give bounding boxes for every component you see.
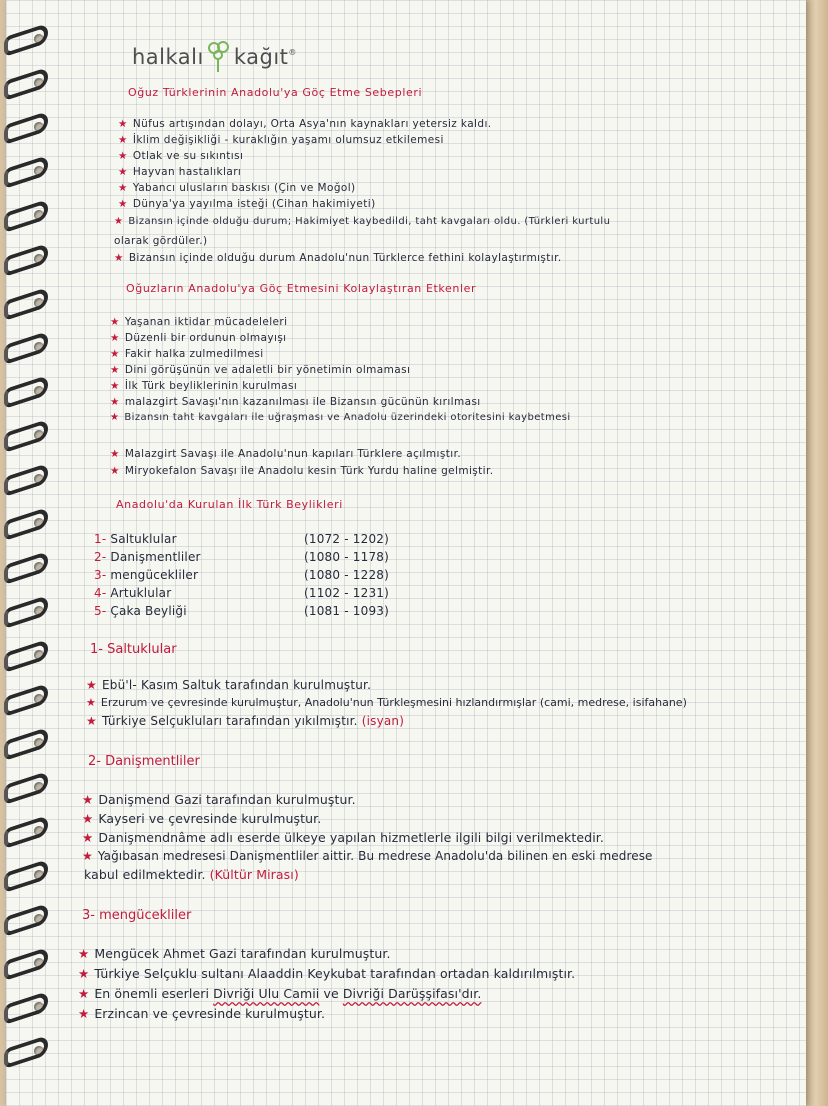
registered-mark: ® (288, 48, 297, 57)
beylik-row: 1- Saltuklular (1072 - 1202) (94, 532, 390, 546)
spiral-ring (4, 1035, 48, 1069)
list-item: ★ Ebü'l- Kasım Saltuk tarafından kurulmuştur. (86, 678, 372, 692)
spiral-ring (4, 331, 48, 365)
brand-name-left: halkalı (132, 45, 204, 69)
list-item: ★ Dini görüşünün ve adaletli bir yönetimin olmaması (110, 364, 411, 376)
brand-name-right: kağıt (233, 45, 289, 69)
list-item: ★ Türkiye Selçuklu sultanı Alaaddin Keykubat tarafından ortadan kaldırılmıştır. (78, 966, 576, 981)
list-item: ★ Nüfus artışından dolayı, Orta Asya'nın kaynakları yetersiz kaldı. (118, 118, 492, 130)
list-item: ★ Danişmend Gazi tarafından kurulmuştur. (82, 792, 356, 807)
spiral-ring (4, 595, 48, 629)
spiral-ring (4, 815, 48, 849)
list-item: ★ Yabancı ulusların baskısı (Çin ve Moğol) (118, 182, 356, 194)
list-item: ★ Malazgirt Savaşı ile Anadolu'nun kapıları Türklere açılmıştır. (110, 448, 462, 460)
spiral-ring (4, 243, 48, 277)
spiral-ring (4, 683, 48, 717)
beylik-row: 4- Artuklular (1102 - 1231) (94, 586, 390, 600)
note-line: ★ Bizansın içinde olduğu durum; Hakimiyet kaybedildi, taht kavgaları oldu. (Türkleri kurtulu (114, 216, 611, 227)
beylik-row: 3- mengücekliler (1080 - 1228) (94, 568, 390, 582)
list-item: ★ İklim değişikliği - kuraklığın yaşamı olumsuz etkilemesi (118, 134, 444, 146)
list-item: ★ Düzenli bir ordunun olmayışı (110, 332, 287, 344)
spiral-binding (0, 0, 52, 1106)
list-item: ★ Otlak ve su sıkıntısı (118, 150, 244, 162)
list-item: ★ malazgirt Savaşı'nın kazanılması ile Bizansın gücünün kırılması (110, 396, 481, 408)
spiral-ring (4, 859, 48, 893)
spiral-ring (4, 111, 48, 145)
mengucekliler-title: 3- mengücekliler (82, 908, 192, 923)
spiral-ring (4, 727, 48, 761)
list-item: ★ Kayseri ve çevresinde kurulmuştur. (82, 811, 322, 826)
note-line-cont: olarak gördüler.) (114, 235, 208, 247)
beylik-row: 5- Çaka Beyliği (1081 - 1093) (94, 604, 390, 618)
spiral-ring (4, 771, 48, 805)
list-item: ★ İlk Türk beyliklerinin kurulması (110, 380, 298, 392)
spiral-ring (4, 551, 48, 585)
note-line: ★ Bizansın içinde olduğu durum Anadolu'nun Türklerce fethini kolaylaştırmıştır. (114, 252, 562, 264)
list-item: ★ Erzurum ve çevresinde kurulmuştur, Anadolu'nun Türkleşmesini hızlandırmışlar (cami, medrese, isifahane) (86, 696, 687, 709)
spiral-ring (4, 991, 48, 1025)
spiral-ring (4, 23, 48, 57)
spiral-ring (4, 67, 48, 101)
section3-title: Anadolu'da Kurulan İlk Türk Beylikleri (116, 498, 343, 511)
spiral-ring (4, 947, 48, 981)
section1-title: Oğuz Türklerinin Anadolu'ya Göç Etme Sebepleri (128, 86, 423, 99)
spiral-ring (4, 507, 48, 541)
spiral-ring (4, 463, 48, 497)
list-item: ★ Danişmendnâme adlı eserde ülkeye yapılan hizmetlerle ilgili bilgi verilmektedir. (82, 830, 604, 845)
list-item: ★ Erzincan ve çevresinde kurulmuştur. (78, 1006, 326, 1021)
section2-title: Oğuzların Anadolu'ya Göç Etmesini Kolaylaştıran Etkenler (126, 282, 477, 295)
list-item: ★ Yağıbasan medresesi Danişmentliler aittir. Bu medrese Anadolu'da bilinen en eski medrese (82, 849, 653, 863)
list-item: ★ Miryokefalon Savaşı ile Anadolu kesin Türk Yurdu haline gelmiştir. (110, 465, 494, 477)
spiral-ring (4, 287, 48, 321)
list-item: ★ Mengücek Ahmet Gazi tarafından kurulmuştur. (78, 946, 391, 961)
list-item: ★ Bizansın taht kavgaları ile uğraşması ve Anadolu üzerindeki otoritesini kaybetmesi (110, 412, 571, 423)
spiral-ring (4, 199, 48, 233)
danismentliler-title: 2- Danişmentliler (88, 754, 200, 769)
spiral-ring (4, 419, 48, 453)
spiral-ring (4, 375, 48, 409)
spiral-ring (4, 155, 48, 189)
spiral-ring (4, 639, 48, 673)
list-item: ★ Türkiye Selçukluları tarafından yıkılmıştır. (isyan) (86, 714, 405, 728)
desk-surface (804, 0, 828, 1106)
leaf-swirl-icon (206, 40, 232, 74)
spiral-ring (4, 903, 48, 937)
brand-logo (132, 40, 296, 74)
saltuklular-title: 1- Saltuklular (90, 642, 177, 657)
list-item: ★ Dünya'ya yayılma isteği (Cihan hakimiyeti) (118, 198, 376, 210)
list-item: ★ Hayvan hastalıkları (118, 166, 242, 178)
list-item-cont: kabul edilmektedir. (Kültür Mirası) (84, 867, 299, 882)
beylik-row: 2- Danişmentliler (1080 - 1178) (94, 550, 390, 564)
notebook-page (6, 0, 806, 1106)
list-item: ★ Yaşanan iktidar mücadeleleri (110, 316, 288, 328)
list-item: ★ En önemli eserleri Divriği Ulu Camii ve Divriği Darüşşifası'dır. (78, 986, 482, 1001)
list-item: ★ Fakir halka zulmedilmesi (110, 348, 264, 360)
